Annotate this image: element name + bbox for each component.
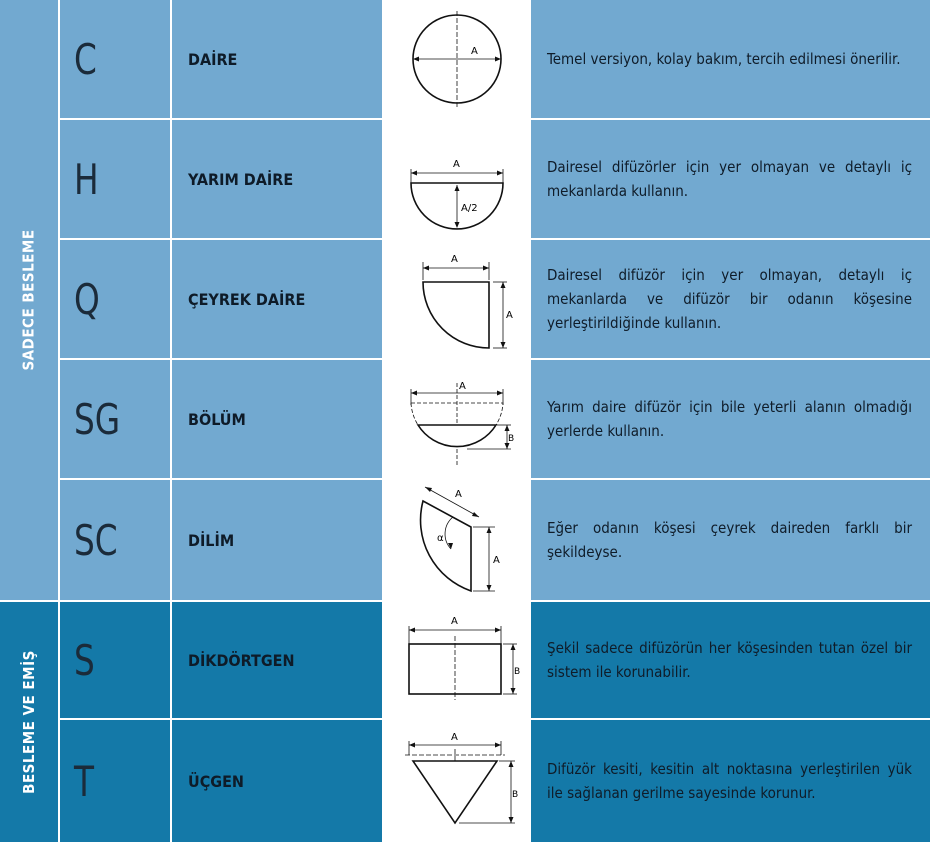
table-row [60,480,930,600]
half-circle-diagram [397,129,517,229]
shape-name: DİLİM [188,530,235,550]
dim-label: A [454,489,462,500]
shape-description: Difüzör kesiti, kesitin alt noktasına yerleştirilen yük ile sağlanan gerilme sayesinde korunur. [547,760,912,802]
shape-description: Dairesel difüzör için yer olmayan, detaylı iç mekanlarda ve difüzör bir odanın köşesine yerleştirildiğinde kullanın. [547,266,912,332]
group-label: BESLEME VE EMİŞ [20,650,38,794]
slice-diagram [397,483,517,597]
dim-label: A/2 [460,203,478,214]
shape-description: Yarım daire difüzör için bile yeterli alanın olmadığı yerlerde kullanın. [547,398,912,440]
table-row [60,360,930,480]
group-supply-only [0,0,60,600]
shape-description: Dairesel difüzörler için yer olmayan ve detaylı iç mekanlarda kullanın. [547,158,912,200]
dim-label: A [492,555,500,566]
shape-description: Şekil sadece difüzörün her köşesinden tutan özel bir sistem ile korunabilir. [547,639,912,681]
table-row [60,120,930,240]
dim-label: B [507,434,514,444]
rectangle-diagram [395,610,519,710]
group-label: SADECE BESLEME [20,229,39,371]
shape-name: YARIM DAİRE [188,169,294,189]
dim-label: α [436,533,444,544]
shape-code: SG [74,394,121,444]
segment-diagram [397,369,517,469]
shape-name: DAİRE [188,49,238,69]
table-row [60,0,930,120]
table-row [60,240,930,360]
shape-code: T [74,756,95,806]
dim-label: A [450,616,458,627]
dim-label: A [505,310,513,321]
shape-name: DİKDÖRTGEN [188,650,295,670]
shape-name: BÖLÜM [188,409,246,429]
shape-code: SC [74,515,118,565]
shape-code: S [74,635,95,685]
table-row [60,720,930,842]
dim-label: A [450,732,458,743]
triangle-diagram [395,729,519,833]
shape-code: H [74,154,99,204]
shape-description: Eğer odanın köşesi çeyrek daireden farklı bir şekildeyse. [547,519,912,561]
shape-code: Q [74,274,100,324]
dim-label: A [450,254,458,265]
shape-name: ÜÇGEN [188,771,244,791]
dim-label: B [511,790,518,800]
shape-name: ÇEYREK DAİRE [188,289,306,309]
dim-label: A [458,381,466,392]
group-supply-and-exhaust [0,600,60,842]
dim-label: B [513,667,520,677]
circle-diagram [407,9,507,109]
quarter-circle-diagram [397,244,517,354]
dim-label: A [470,46,478,57]
shape-description: Temel versiyon, kolay bakım, tercih edilmesi önerilir. [547,50,901,68]
shape-code: C [74,34,97,84]
dim-label: A [452,159,460,170]
table-row [60,600,930,720]
